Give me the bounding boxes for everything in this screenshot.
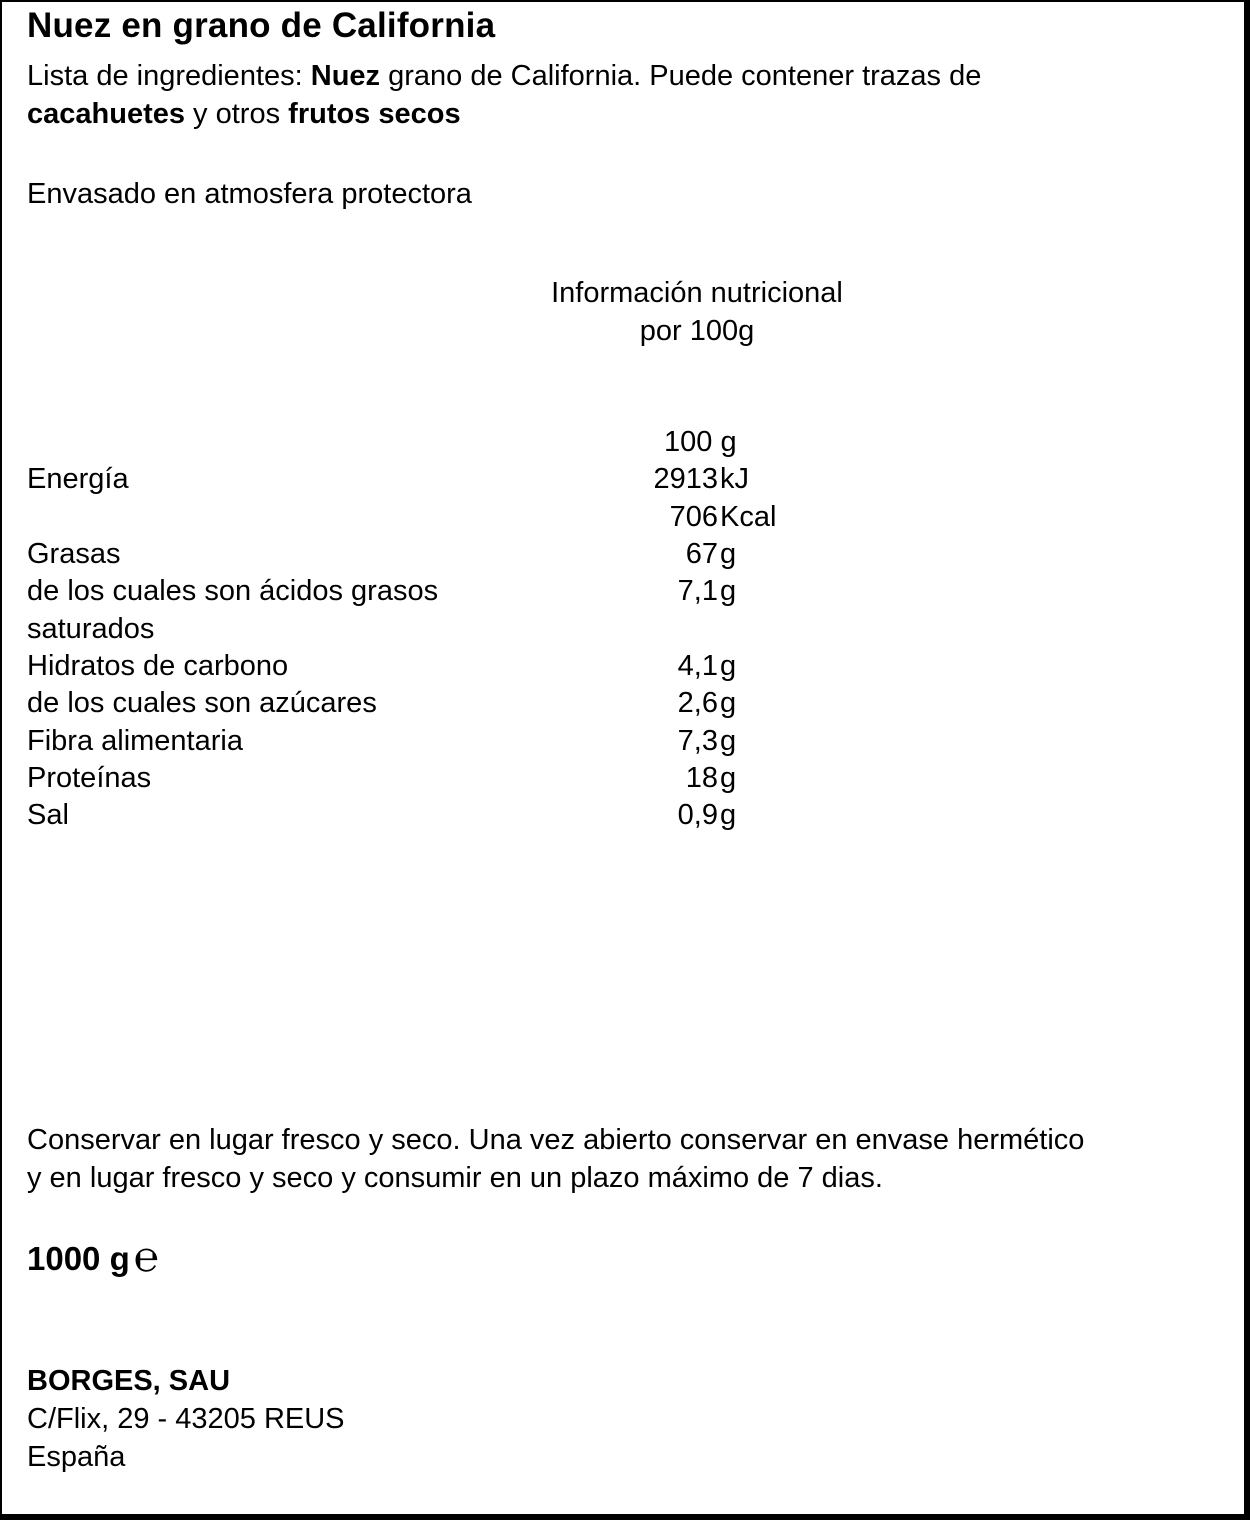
ingredients-y-otros: y otros [185, 98, 289, 130]
company-country: España [27, 1441, 126, 1473]
nutrient-label-azucares: de los cuales son azúcares [27, 687, 377, 719]
nutrient-unit-fibra: g [720, 725, 737, 757]
nutrient-label-grasas: Grasas [27, 538, 121, 570]
ingredient-nuez: Nuez [310, 60, 381, 92]
nutrient-value-hidratos: 4,1 [677, 650, 718, 682]
nutrient-label-fibra: Fibra alimentaria [27, 725, 243, 757]
nutrient-unit-azucares: g [720, 687, 737, 719]
net-weight-value: 1000 g [27, 1240, 130, 1277]
allergen-cacahuetes: cacahuetes [27, 98, 185, 130]
nutrient-unit-saturados: g [720, 575, 737, 607]
nutrient-label-sal: Sal [27, 799, 69, 831]
nutrient-unit-sal: g [720, 799, 737, 831]
energy-kcal-unit: Kcal [720, 501, 777, 533]
nutrition-column-header: 100 g [664, 426, 737, 458]
energy-kj-value: 2913 [653, 463, 718, 495]
nutrient-label-hidratos: Hidratos de carbono [27, 650, 289, 682]
nutrient-value-sal: 0,9 [677, 799, 718, 831]
ingredients-list [27, 57, 981, 133]
company-name: BORGES, SAU [27, 1365, 231, 1397]
nutrient-value-fibra: 7,3 [677, 725, 718, 757]
energy-kcal-value: 706 [669, 501, 718, 533]
ingredients-line-1 [27, 57, 981, 95]
company-address: C/Flix, 29 - 43205 REUS [27, 1403, 345, 1435]
storage-instructions [27, 1121, 1084, 1197]
allergen-frutos-secos: frutos secos [288, 98, 461, 130]
storage-line-1: Conservar en lugar fresco y seco. Una vez abierto conservar en envase hermético [27, 1124, 1085, 1156]
nutrient-label-proteinas: Proteínas [27, 762, 152, 794]
nutrient-unit-hidratos: g [720, 650, 737, 682]
nutrient-value-saturados: 7,1 [677, 575, 718, 607]
net-weight [27, 1232, 159, 1281]
company-block [27, 1362, 345, 1476]
energy-label: Energía [27, 463, 129, 495]
ingredients-prefix: Lista de ingredientes: [27, 60, 311, 92]
nutrient-unit-grasas: g [720, 538, 737, 570]
product-title: Nuez en grano de California [27, 6, 496, 45]
nutrient-label-saturados: de los cuales son ácidos grasos [27, 575, 439, 607]
ingredients-middle: grano de California. Puede contener trazas de [380, 60, 982, 92]
nutrition-heading-line-2: por 100g [639, 315, 755, 347]
nutrient-value-azucares: 2,6 [677, 687, 718, 719]
ingredients-line-2 [27, 95, 981, 133]
packaging-note: Envasado en atmosfera protectora [27, 178, 472, 210]
nutrient-value-proteinas: 18 [685, 762, 718, 794]
nutrition-heading-line-1: Información nutricional [551, 277, 843, 309]
energy-kj-unit: kJ [720, 463, 749, 495]
storage-line-2: y en lugar fresco y seco y consumir en un plazo máximo de 7 dias. [27, 1162, 883, 1194]
estimated-sign-icon: ℮ [133, 1232, 159, 1281]
nutrient-label-saturados-line-2: saturados [27, 613, 155, 645]
nutrient-unit-proteinas: g [720, 762, 737, 794]
nutrient-value-grasas: 67 [685, 538, 718, 570]
nutrition-heading [537, 274, 857, 350]
